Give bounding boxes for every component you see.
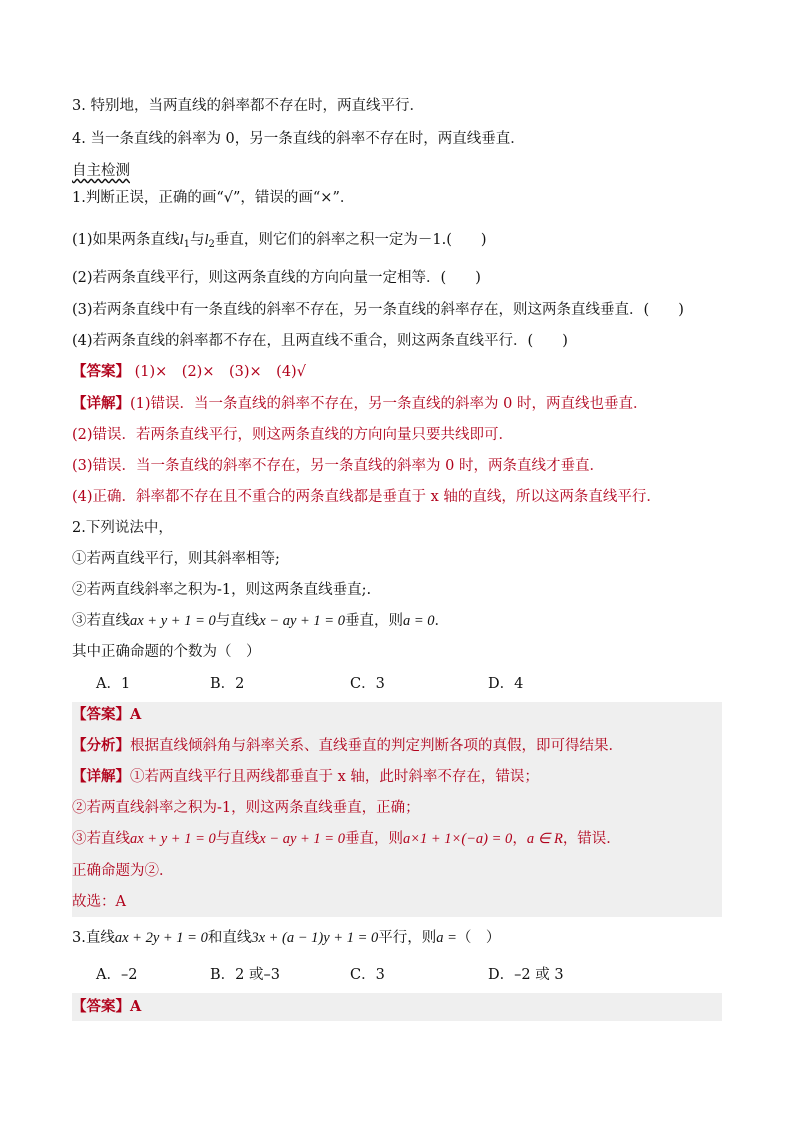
q2-choose: 故选：A bbox=[72, 894, 126, 910]
q2-answer: 【答案】A bbox=[72, 706, 142, 723]
q1-statement-3: (3)若两条直线中有一条直线的斜率不存在，另一条直线的斜率存在，则这两条直线垂直．( ) bbox=[72, 302, 684, 318]
q2-ask: 其中正确命题的个数为（ ） bbox=[72, 644, 261, 660]
q3-answer: 【答案】A bbox=[72, 998, 142, 1015]
q2-analysis: 【分析】根据直线倾斜角与斜率关系、直线垂直的判定判断各项的真假，即可得结果． bbox=[72, 737, 623, 754]
q3-option-c: C．3 bbox=[350, 967, 385, 983]
q1-stem: 1.判断正误，正确的画“√”，错误的画“×”． bbox=[72, 190, 355, 206]
q2-detail-1: 【详解】①若两直线平行且两线都垂直于 x 轴，此时斜率不存在，错误； bbox=[72, 768, 539, 785]
q3-option-b: B．2 或–3 bbox=[210, 967, 280, 983]
q2-item-2: ②若两直线斜率之积为-1，则这两条直线垂直;. bbox=[72, 582, 372, 598]
q2-option-c: C．3 bbox=[350, 676, 385, 692]
q2-option-d: D．4 bbox=[488, 676, 524, 692]
q3-option-a: A．–2 bbox=[96, 967, 138, 983]
q2-detail-3: ③若直线ax + y + 1 = 0与直线x − ay + 1 = 0垂直，则a×1 + 1×(−a) = 0，a ∈ R，错误． bbox=[72, 831, 621, 847]
q3-option-d: D．–2 或 3 bbox=[488, 967, 564, 983]
q1-statement-1: (1)如果两条直线$l_1$与$l_2$垂直，则它们的斜率之积一定为－1.( ) bbox=[72, 232, 487, 250]
q1-detail-4: (4)正确．斜率都不存在且不重合的两条直线都是垂直于 x 轴的直线，所以这两条直线平行． bbox=[72, 489, 661, 505]
q3-stem: 3.直线ax + 2y + 1 = 0和直线3x + (a − 1)y + 1 = 0平行，则a =（ ） bbox=[72, 930, 501, 946]
q1-statement-4: (4)若两条直线的斜率都不存在，且两直线不重合，则这两条直线平行．( ) bbox=[72, 333, 568, 349]
q1-detail-1: 【详解】(1)错误．当一条直线的斜率不存在，另一条直线的斜率为 0 时，两直线也垂直． bbox=[72, 395, 648, 412]
q1-answer: 【答案】 (1)× (2)× (3)× (4)√ bbox=[72, 363, 306, 380]
q2-stem: 2.下列说法中， bbox=[72, 520, 173, 536]
q1-detail-3: (3)错误．当一条直线的斜率不存在，另一条直线的斜率为 0 时，两条直线才垂直． bbox=[72, 458, 604, 474]
q2-item-1: ①若两直线平行，则其斜率相等; bbox=[72, 551, 280, 567]
q2-detail-2: ②若两直线斜率之积为-1，则这两条直线垂直，正确； bbox=[72, 800, 420, 816]
q2-conclusion: 正确命题为②． bbox=[72, 863, 174, 879]
q1-statement-2: (2)若两条直线平行，则这两条直线的方向向量一定相等．( ) bbox=[72, 270, 481, 286]
q2-item-3: ③若直线ax + y + 1 = 0与直线x − ay + 1 = 0垂直，则a = 0． bbox=[72, 613, 450, 629]
q2-option-b: B．2 bbox=[210, 676, 245, 692]
q1-detail-2: (2)错误．若两条直线平行，则这两条直线的方向向量只要共线即可． bbox=[72, 427, 514, 443]
point-3: 3. 特别地，当两直线的斜率都不存在时，两直线平行． bbox=[72, 98, 424, 114]
section-title: 自主检测 bbox=[72, 163, 130, 179]
q2-option-a: A．1 bbox=[96, 676, 131, 692]
point-4: 4. 当一条直线的斜率为 0，另一条直线的斜率不存在时，两直线垂直． bbox=[72, 131, 525, 147]
q3-answer-shade bbox=[72, 993, 722, 1021]
